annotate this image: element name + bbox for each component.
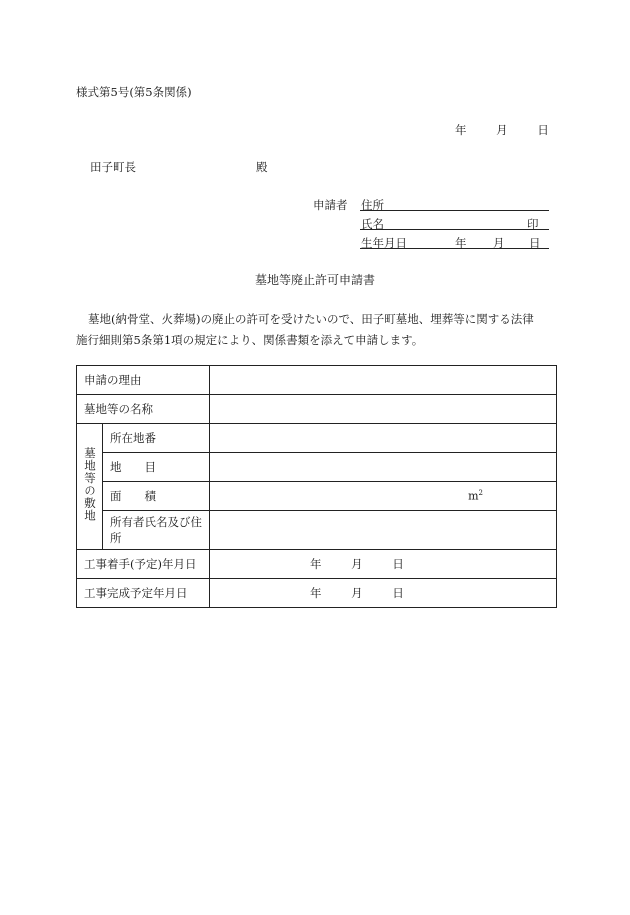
area-label: 面 積 — [103, 482, 210, 511]
table-row — [77, 550, 557, 579]
land-category-label: 地 目 — [103, 453, 210, 482]
table-row — [77, 579, 557, 608]
start-date-label: 工事着手(予定)年月日 — [77, 550, 210, 579]
body-line-1: 墓地(納骨堂、火葬場)の廃止の許可を受けたいので、田子町墓地、埋葬等に関する法律 — [88, 312, 534, 326]
table-row — [77, 424, 557, 453]
site-group-label: 墓地等の敷地 — [77, 424, 103, 550]
table-row — [77, 511, 557, 550]
applicant-label: 申請者 — [313, 198, 348, 212]
application-table — [76, 365, 557, 608]
date-year: 年 — [455, 123, 467, 137]
birth-underline — [360, 248, 549, 249]
addressee-honorific: 殿 — [256, 160, 268, 174]
addressee-name: 田子町長 — [90, 160, 136, 174]
document-title: 墓地等廃止許可申請書 — [254, 273, 375, 287]
body-line-2: 施行細則第5条第1項の規定により、関係書類を添えて申請します。 — [76, 333, 424, 347]
name-underline — [360, 229, 549, 230]
birth-day: 日 — [529, 236, 541, 250]
date-day: 日 — [537, 123, 549, 137]
reason-field[interactable] — [210, 366, 557, 395]
name-label: 氏名 — [361, 217, 384, 231]
seal-mark: 印 — [527, 217, 539, 231]
address-underline — [360, 210, 549, 211]
date-month: 月 — [496, 123, 508, 137]
start-date-field[interactable]: 年 月 日 — [210, 550, 557, 579]
table-row — [77, 395, 557, 424]
lot-number-label: 所在地番 — [103, 424, 210, 453]
area-unit: $m^2$ — [468, 489, 483, 503]
form-number: 様式第5号(第5条関係) — [76, 85, 192, 99]
cemetery-name-field[interactable] — [210, 395, 557, 424]
owner-label: 所有者氏名及び住所 — [103, 511, 210, 550]
address-label: 住所 — [361, 198, 384, 212]
table-row — [77, 453, 557, 482]
submission-date — [455, 122, 549, 138]
body-text — [76, 309, 556, 351]
reason-label: 申請の理由 — [77, 366, 210, 395]
owner-field[interactable] — [210, 511, 557, 550]
area-field[interactable] — [210, 482, 557, 511]
completion-date-label: 工事完成予定年月日 — [77, 579, 210, 608]
lot-number-field[interactable] — [210, 424, 557, 453]
cemetery-name-label: 墓地等の名称 — [77, 395, 210, 424]
land-category-field[interactable] — [210, 453, 557, 482]
completion-date-field[interactable]: 年 月 日 — [210, 579, 557, 608]
table-row — [77, 482, 557, 511]
birth-label: 生年月日 — [361, 236, 407, 250]
birth-year: 年 — [455, 236, 467, 250]
table-row — [77, 366, 557, 395]
birth-month: 月 — [493, 236, 505, 250]
